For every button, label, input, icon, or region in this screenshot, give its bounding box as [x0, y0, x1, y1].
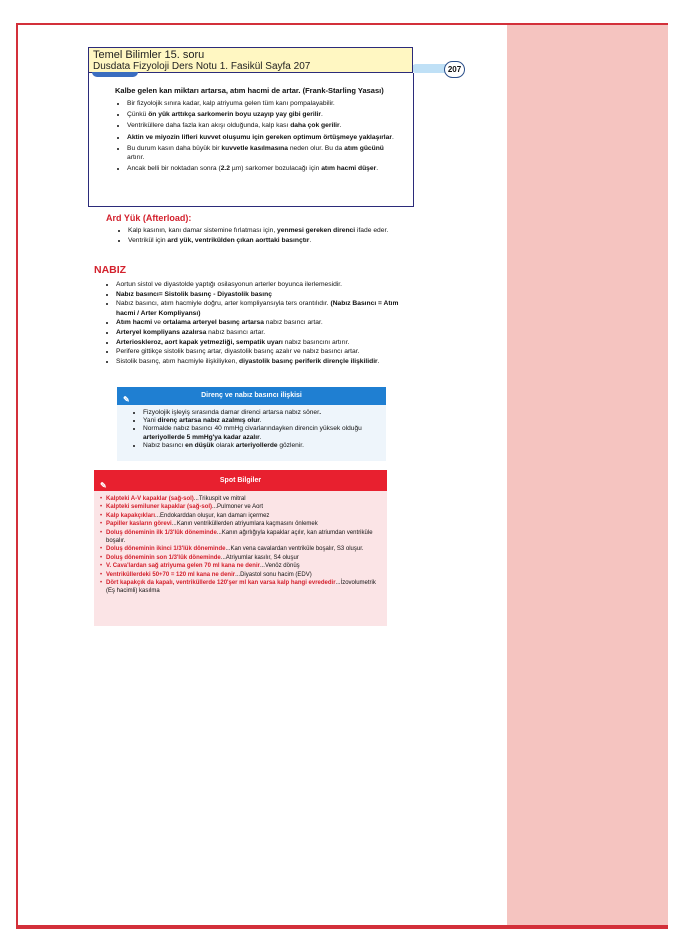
body-text: .: [259, 417, 262, 425]
emphasis-text: ard yük, ventrikülden çıkan aorttaki basınçtır: [167, 237, 310, 245]
body-text: .: [376, 165, 379, 173]
emphasis-text: arteriyollerde: [235, 441, 278, 449]
body-text: nabız basıncı artar.: [263, 319, 323, 327]
side-panel: [507, 25, 668, 925]
list-item: [127, 164, 403, 173]
spot-question: Kalpteki semiluner kapaklar (sağ-sol): [106, 504, 213, 511]
list-item: [116, 290, 402, 299]
spot-question: Doluş döneminin ikinci 1/3'lük döneminde: [106, 546, 226, 553]
emphasis-text: arteriyollerde 5 mmHg'ya kadar azalır: [143, 433, 260, 441]
frank-starling-lead: Kalbe gelen kan miktarı artarsa, atım hacmi de artar. (Frank-Starling Yasası): [115, 86, 384, 95]
list-item: [128, 226, 403, 235]
body-text: .: [259, 433, 262, 441]
spot-bilgiler-title: Spot Bilgiler: [219, 477, 262, 484]
emphasis-text: yenmesi gereken direnci: [277, 227, 356, 234]
emphasis-text: ön yük arttıkça sarkomerin boyu uzayıp yay gibi gerilir: [148, 111, 322, 119]
spot-answer: ...Kanın ventriküllerden atriyumlara kaçmasını önlemek: [171, 521, 318, 528]
body-text: olarak: [214, 441, 236, 449]
direnc-box: [117, 387, 386, 461]
spot-answer: ...Atriyumlar kasılır, S4 oluşur: [220, 554, 299, 561]
spot-question: V. Cava'lardan sağ atriyuma gelen 70 ml kana ne denir: [106, 563, 260, 570]
list-item: [100, 495, 381, 503]
list-item: [143, 409, 380, 417]
list-item: [100, 520, 381, 528]
body-text: Nabız basıncı, atım hacmiyle doğru, arter kompliyansıyla ters orantılıdır.: [116, 300, 331, 308]
list-item: [127, 133, 403, 142]
page-number: 207: [444, 61, 465, 78]
body-text: Ventrikül için: [128, 237, 168, 245]
list-item: [127, 121, 403, 130]
spot-answer: ...Kan vena cavalardan ventriküle boşalır, S3 oluşur.: [225, 546, 364, 553]
body-text: .: [392, 133, 394, 141]
emphasis-text: atım gücünü: [344, 144, 384, 152]
nabiz-list: [104, 280, 402, 367]
body-text: Yani: [143, 417, 158, 425]
list-item: [143, 442, 380, 450]
body-text: Bu durum kasın daha büyük bir: [127, 144, 222, 152]
list-item: [100, 545, 381, 553]
body-text: .: [377, 358, 380, 366]
spot-answer: ...İzovolumetrik (Eş hacimli) kasılma: [106, 580, 376, 595]
header-subtitle: Dusdata Fizyoloji Ders Notu 1. Fasikül Sayfa 207: [93, 61, 311, 72]
body-text: ve: [152, 319, 163, 327]
body-text: Bir fizyolojik sınıra kadar, kalp atriyuma gelen tüm kanı pompalayabilir.: [127, 100, 335, 107]
spot-answer: ...Pulmoner ve Aort: [212, 504, 264, 511]
list-item: [100, 529, 381, 546]
body-text: .: [309, 237, 312, 245]
spot-bilgiler-list: [100, 495, 381, 596]
body-text: Ventriküllere daha fazla kan akışı olduğunda, kalp kası: [127, 122, 291, 130]
direnc-box-header: [117, 387, 386, 405]
spot-answer: ...Endokarddan oluşur, kan damarı içermez: [155, 512, 270, 519]
list-item: [116, 318, 402, 327]
spot-answer: ...Diyastol sonu hacim (EDV): [235, 571, 312, 578]
body-text: nabız basıncı artar.: [206, 329, 266, 337]
emphasis-text: Arterioskleroz, aort kapak yetmezliği, sempatik uyarı: [116, 338, 283, 346]
list-item: [116, 338, 402, 347]
spot-question: Dört kapakçık da kapalı, ventriküllerde 120'şer ml kan varsa kalp hangi evrededir: [106, 580, 336, 587]
body-text: nabız basıncını artırır.: [282, 338, 350, 346]
body-text: Normalde nabız basıncı 40 mmHg civarlarındayken direncin yüksek olduğu: [143, 425, 362, 433]
body-text: neden olur. Bu da: [287, 144, 345, 152]
list-item: [100, 503, 381, 511]
body-text: µm) sarkomer bozulacağı için: [229, 165, 322, 173]
list-item: [100, 579, 381, 596]
emphasis-text: diyastolik basınç periferik dirençle ilişkilidir: [239, 358, 378, 366]
list-item: [128, 236, 403, 245]
body-text: Perifere gittikçe sistolik basınç artar, diyastolik basınç azalır ve nabız basıncı artar.: [116, 348, 360, 356]
emphasis-text: kuvvetle kasılmasına: [221, 144, 288, 152]
spot-question: Ventriküllerdeki 50+70 = 120 ml kana ne denir: [106, 571, 236, 578]
body-text: Fizyolojik işleyiş sırasında damar direnci artarsa nabız söner: [143, 409, 320, 416]
list-item: [116, 299, 402, 317]
body-text: Aortun sistol ve diyastolde yaptığı osilasyonun arterler boyunca ilerlemesidir.: [116, 281, 343, 288]
body-text: Çünkü: [127, 111, 149, 119]
list-item: [143, 417, 380, 425]
list-item: [116, 357, 402, 366]
body-text: gözlenir.: [277, 441, 304, 449]
spot-question: Kalpteki A-V kapaklar (sağ-sol): [106, 496, 194, 502]
list-item: [143, 425, 380, 441]
emphasis-text: direnç artarsa nabız azalmış olur: [157, 417, 260, 425]
spot-question: Doluş döneminin ilk 1/3'lük döneminde: [106, 529, 217, 536]
body-text: .: [321, 111, 323, 119]
ard-yuk-title: Ard Yük (Afterload):: [106, 213, 192, 223]
emphasis-text: daha çok gerilir: [290, 122, 340, 130]
list-item: [100, 512, 381, 520]
direnc-box-title: Direnç ve nabız basıncı ilişkisi: [201, 392, 302, 399]
spot-bilgiler-header: [94, 470, 387, 491]
header-title: Temel Bilimler 15. soru: [93, 49, 205, 61]
list-item: [100, 571, 381, 579]
list-item: [127, 99, 403, 108]
emphasis-text: Aktin ve miyozin lifleri kuvvet oluşumu için gereken optimum örtüşmeye yaklaşırlar: [127, 133, 392, 141]
header-box: [88, 47, 413, 73]
spot-question: Kalp kapakçıkları: [106, 512, 156, 519]
body-text: Nabız basıncı: [143, 441, 186, 449]
direnc-list: [131, 409, 380, 450]
body-text: artırır.: [127, 154, 145, 162]
list-item: [116, 347, 402, 356]
list-item: [116, 280, 402, 289]
header-tab-decoration: [92, 72, 138, 77]
body-text: ifade eder.: [355, 227, 389, 234]
body-text: Sistolik basınç, atım hacmiyle ilişkiliyken,: [116, 358, 240, 366]
frank-starling-box: [88, 73, 414, 207]
body-text: .: [339, 122, 342, 130]
ard-yuk-list: [116, 226, 403, 246]
list-item: [127, 144, 403, 162]
body-text: Kalp kasının, kanı damar sistemine fırlatması için,: [128, 227, 278, 234]
body-text: Ancak belli bir noktadan sonra (: [127, 165, 221, 173]
spot-answer: ...Trikuspit ve mitral: [193, 496, 246, 502]
emphasis-text: (Nabız Basıncı = Atım hacmi / Arter Kompliyansı): [116, 300, 399, 317]
spot-bilgiler-box: [94, 470, 387, 626]
list-item: [100, 554, 381, 562]
frank-starling-list: [115, 99, 403, 173]
spot-answer: ...Venöz dönüş: [259, 563, 300, 570]
emphasis-text: Atım hacmi: [116, 319, 153, 327]
list-item: [116, 328, 402, 337]
pin-icon: ✎: [123, 395, 130, 404]
nabiz-title: NABIZ: [94, 264, 127, 276]
emphasis-text: ortalama arteryel basınç artarsa: [162, 319, 264, 327]
list-item: [100, 562, 381, 570]
emphasis-text: atım hacmi düşer: [321, 165, 377, 173]
emphasis-text: .: [319, 409, 322, 416]
emphasis-text: en düşük: [185, 441, 215, 449]
spot-question: Doluş döneminin son 1/3'lük döneminde: [106, 554, 221, 561]
emphasis-text: 2.2: [220, 165, 230, 173]
emphasis-text: Arteryel kompliyans azalırsa: [116, 329, 207, 337]
spot-answer: ...Kanın ağırlığıyla kapaklar açılır, kan atriumdan ventriküle boşalır.: [106, 529, 373, 545]
emphasis-text: Nabız basıncı= Sistolik basınç - Diyastolik basınç: [116, 290, 272, 298]
pin-icon: ✎: [100, 481, 107, 490]
list-item: [127, 110, 403, 119]
spot-question: Papiller kasların görevi: [106, 521, 172, 528]
